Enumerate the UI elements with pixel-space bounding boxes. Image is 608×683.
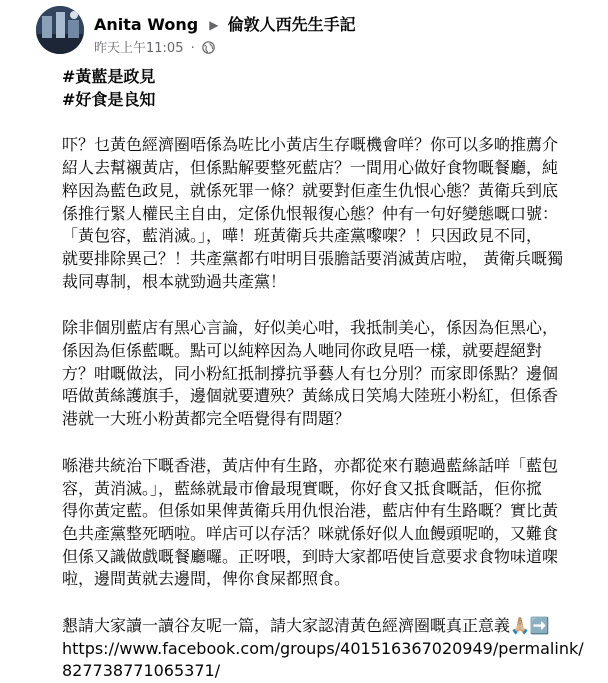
post-meta [94, 37, 215, 58]
post-body [62, 66, 596, 683]
page-name[interactable]: 倫敦人西先生手記 [227, 15, 356, 34]
hashtag[interactable]: #黃藍是政見 [62, 67, 156, 86]
author-name[interactable]: Anita Wong [94, 15, 199, 34]
paragraph: 除非個別藍店有黑心言論，好似美心咁，我抵制美心，係因為佢黑心， 係因為佢係藍嘅。點可以純粹因為人哋同你政見唔一樣，就要趕絕對 方？咁嘅做法，同小粉紅抵制撐抗爭藝人有乜分別？而家即係點？邊個 唔做黃絲護旗手，邊個就要遭殃？黃絲成日笑鳩大陸班小粉紅，但係香 港就一大班小粉黃都完全唔覺得有問題？ [62, 318, 559, 429]
triangle-right-icon: ▶ [209, 18, 219, 32]
permalink-link[interactable]: https://www.facebook.com/groups/401516367020949/permalink/ 827738771065371/ [62, 638, 584, 681]
paragraph: 吓？乜黃色經濟圈唔係為咗比小黃店生存嘅機會咩？你可以多啲推薦介 紹人去幫襯黃店，但係點解要整死藍店？一間用心做好食物嘅餐廳，純 粹因為藍色政見，就係死罪一條？就要對佢產生仇恨心態？黃衛兵到底 係推行緊人權民主自由，定係仇恨報復心態？仲有一句好變態嘅口號： 「黃包容，藍消滅。」，嘩！班黃衛兵共產黨嚟㗎？！只因政見不同， 就要排除異己？！共產黨都冇咁明目張膽話要消滅黃店啦， 黃衛兵嘅獨 裁同專制，根本就勁過共產黨！ [62, 135, 564, 291]
separator-dot: · [190, 41, 195, 56]
globe-icon[interactable] [202, 41, 215, 58]
hashtags [62, 66, 596, 111]
timestamp[interactable]: 昨天上午11:05 [94, 41, 184, 56]
author-line [94, 12, 356, 35]
post-header [36, 6, 598, 58]
avatar[interactable] [36, 6, 84, 54]
paragraph: 懇請大家讀一讀谷友呢一篇，請大家認清黃色經濟圈嘅真正意義🙏🏼➡️ [62, 616, 550, 636]
paragraph: 喺港共統治下嘅香港，黃店仲有生路，亦都從來冇聽過藍絲話咩「藍包 容，黃消滅。」，藍絲就最市儈最現實嘅，你好食又抵食嘅話，佢你搲 得你黃定藍。但係如果俾黃衛兵用仇恨治港，藍店仲有生路嘅？實比黃 色共產黨整死晒啦。咩店可以存活？咪就係好似人血饅頭呢啲，又難食 但係又識做戲嘅餐廳囉。正呀喂，到時大家都唔使旨意要求食物味道㗎 啦，邊間黃就去邊間，俾你食屎都照食。 [62, 455, 559, 589]
hashtag[interactable]: #好食是良知 [62, 89, 156, 109]
